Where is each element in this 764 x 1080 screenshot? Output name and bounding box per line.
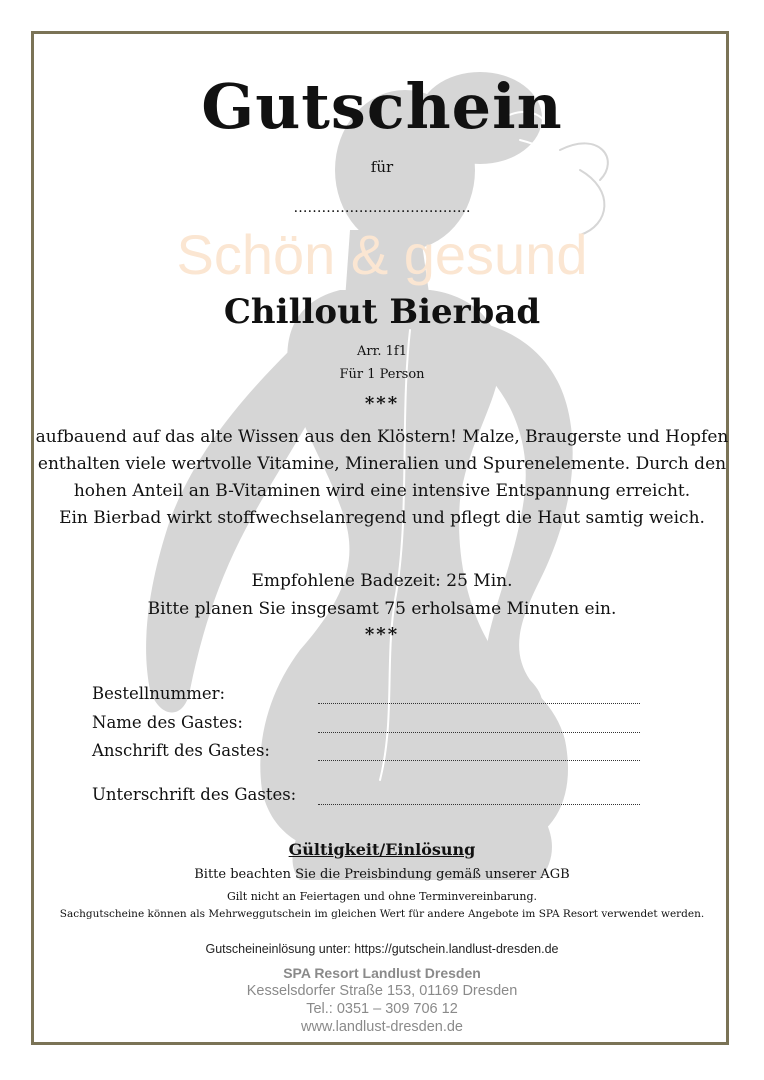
resort-name: SPA Resort Landlust Dresden — [283, 965, 481, 981]
separator-stars: *** — [364, 393, 400, 414]
guest-address-label: Anschrift des Gastes: — [92, 741, 270, 760]
validity-line: Bitte beachten Sie die Preisbindung gemäß unserer AGB — [194, 867, 570, 882]
guest-signature-label: Unterschrift des Gastes: — [92, 785, 297, 804]
resort-street: Kesselsdorfer Straße 153, 01169 Dresden — [246, 983, 518, 999]
guest-name-field[interactable] — [318, 731, 640, 733]
resort-website[interactable]: www.landlust-dresden.de — [300, 1019, 463, 1035]
description-line: enthalten viele wertvolle Vitamine, Mineralien und Spurenelemente. Durch den — [37, 454, 727, 474]
description-line: aufbauend auf das alte Wissen aus den Klöstern! Malze, Braugerste und Hopfen — [35, 427, 729, 447]
guest-signature-field[interactable] — [318, 803, 640, 805]
bath-info — [0, 567, 764, 623]
arrangement-code: Arr. 1f1 — [356, 344, 407, 359]
description-line: hohen Anteil an B-Vitaminen wird eine intensive Entspannung erreicht. — [73, 481, 691, 501]
recipient-line: ……………………………….. — [293, 200, 471, 216]
description-line: Ein Bierbad wirkt stoffwechselanregend und pflegt die Haut samtig weich. — [59, 508, 705, 528]
plan-time: Bitte planen Sie insgesamt 75 erholsame Minuten ein. — [147, 599, 617, 619]
separator-stars: *** — [364, 624, 400, 645]
validity-heading: Gültigkeit/Einlösung — [288, 840, 476, 859]
guest-name-label: Name des Gastes: — [92, 713, 243, 732]
person-count: Für 1 Person — [339, 367, 425, 382]
for-label: für — [370, 158, 394, 176]
offer-title: Chillout Bierbad — [223, 292, 541, 332]
watermark-text: Schön & gesund — [176, 223, 588, 286]
order-number-label: Bestellnummer: — [92, 684, 226, 703]
resort-phone: Tel.: 0351 – 309 706 12 — [306, 1001, 458, 1017]
validity-line: Sachgutscheine können als Mehrweggutschein im gleichen Wert für andere Angebote im SPA Resort verwendet werden. — [59, 908, 705, 920]
order-number-field[interactable] — [318, 702, 640, 704]
voucher-title: Gutschein — [201, 70, 563, 143]
bath-time: Empfohlene Badezeit: 25 Min. — [251, 571, 513, 591]
description — [0, 424, 764, 532]
guest-address-field[interactable] — [318, 759, 640, 761]
validity-line: Gilt nicht an Feiertagen und ohne Terminvereinbarung. — [226, 890, 538, 903]
redeem-url[interactable]: Gutscheineinlösung unter: https://gutschein.landlust-dresden.de — [205, 942, 559, 956]
